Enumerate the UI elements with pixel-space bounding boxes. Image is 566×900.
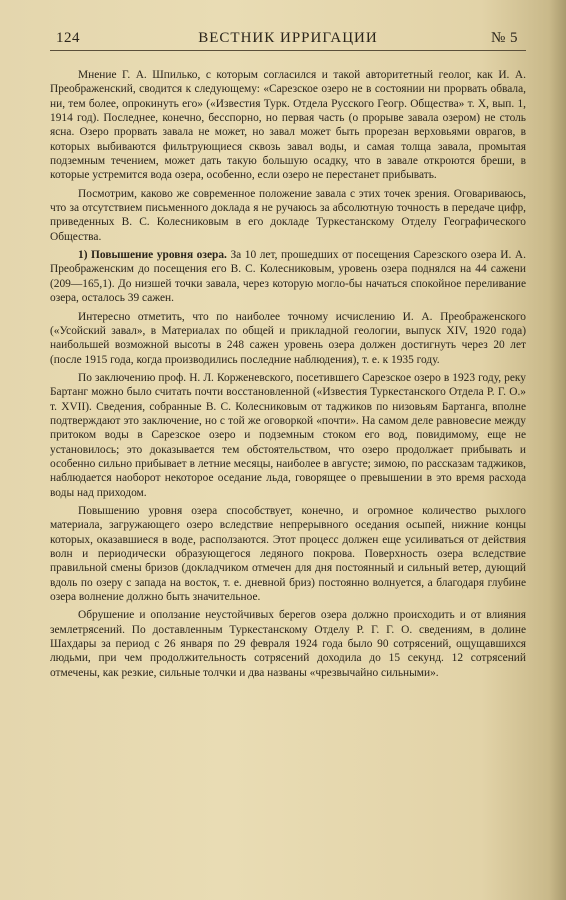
paragraph-text: За 10 лет, прошедших от посещения Сарезского озера И. А. Преображенским до посещения его В. С. Колесниковым, уровень озера поднялся на 44 сажени (209—165,1). До низшей точки завала, через которую могло-бы начаться спокойное переливание озера, осталось 39 сажен. — [50, 249, 526, 305]
issue-number: № 5 — [490, 30, 518, 46]
paragraph: Повышению уровня озера способствует, конечно, и огромное количество рыхлого материала, загружающего озеро вследствие непрерывного оседания осыпей, нижние концы которых, оказавшиеся в воде, расползаются. Этот процесс должен еще усиливаться от действия волн и периодически образующегося ледяного покрова. Поверхность озера вследствие правильной смены бризов (докладчиком отмечен для дня постоянный и сильный ветер, дующий вдоль по озеру с запада на восток, т. е. дневной бриз) постоянно волнуется, а благодаря глубине озера волнение должно быть значительное. — [50, 504, 526, 604]
section-heading: 1) Повышение уровня озера. — [78, 249, 227, 262]
paragraph: Обрушение и оползание неустойчивых берегов озера должно происходить и от влияния землетрясений. По доставленным Туркестанскому Отделу Р. Г. Г. О. сведениям, в долине Шахдары за период с 26 января по 29 февраля 1924 года было 90 сотрясений, ощущавшихся людьми, при чем продолжительность сотрясений доходила до 15 секунд. 12 сотрясений отмечены, как резкие, сильные толчки и два названы «чрезвычайно сильными». — [50, 609, 526, 679]
paragraph: Посмотрим, каково же современное положение завала с этих точек зрения. Оговариваюсь, что за отсутствием письменного доклада я не ручаюсь за абсолютную точность в передаче цифр, приведенных В. С. Колесниковым в его докладе Туркестанскому Отделу Географического Общества. — [50, 187, 526, 243]
paragraph: Мнение Г. А. Шпилько, с которым согласился и такой авторитетный геолог, как И. А. Преображенский, сводится к следующему: «Сарезское озеро не в состоянии ни прорвать обвала, ни, тем более, опрокинуть его» («Известия Турк. Отдела Русского Геогр. Общества» т. X, вып. 1, 1914 год). Последнее, конечно, бесспорно, но первая часть (о прорыве завала озером) не столь ясна. Озеро прорвать завала не может, но завал может быть прорезан верховьями оврагов, в которых выбиваются фильтрующиеся сквозь завал воды, и самая толща завала, промытая подземным течением, может дать такую большую осадку, что в завале откроются бреши, в которые устремится вода озера, особенно, если озеро не перестанет прибывать. — [50, 69, 526, 182]
page-number: 124 — [56, 30, 80, 46]
page-header — [50, 28, 526, 51]
paragraph: По заключению проф. Н. Л. Корженевского, посетившего Сарезское озеро в 1923 году, реку Бартанг можно было считать почти восстановленной («Известия Туркестанского Отдела Р. Г. О.» т. XVII). Сведения, собранные В. С. Колесниковым от таджиков по низовьям Бартанга, вполне подтверждают это заключение, но с той же оговоркой «почти». На самом деле равновесие между притоком воды в Сарезское озеро и подземным стоком его вод, повидимому, еще не установилось; это доказывается тем обстоятельством, что озеро продолжает прибывать и особенно сильно прибывает в летние месяцы, наиболее в августе; зимою, по рассказам таджиков, наблюдается наоборот некоторое оседание льда, говорящее о превышении в это время расхода воды над приходом. — [50, 371, 526, 499]
paragraph: Интересно отметить, что по наиболее точному исчислению И. А. Преображенского («Усойский завал», в Материалах по общей и прикладной геологии, выпуск XIV, 1920 года) наибольшей возможной высоты в 248 сажен уровень озера должен достигнуть через 20 лет (после 1915 года, когда производились последние наблюдения), т. е. к 1935 году. — [50, 310, 526, 366]
paragraph — [50, 248, 526, 305]
article-body — [50, 68, 526, 684]
journal-title: ВЕСТНИК ИРРИГАЦИИ — [198, 30, 378, 46]
